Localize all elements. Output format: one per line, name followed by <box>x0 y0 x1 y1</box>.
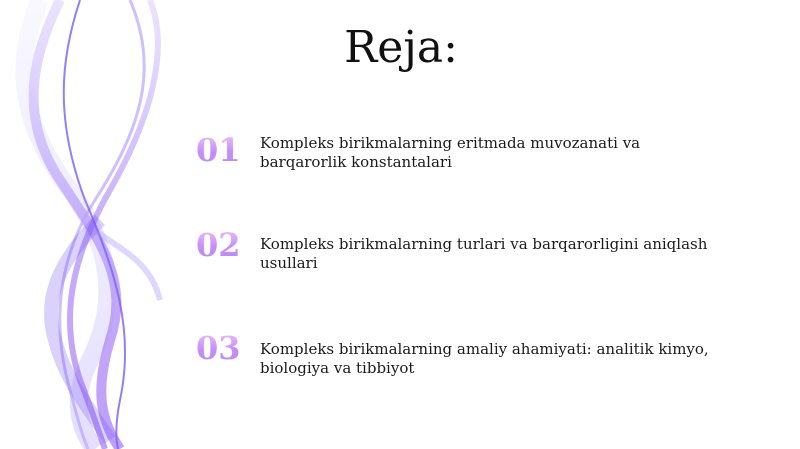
item-text: Kompleks birikmalarning amaliy ahamiyati: analitik kimyo, biologiya va tibbiyot <box>260 340 709 377</box>
item-number: 01 <box>196 132 248 168</box>
agenda-item-2 <box>196 227 756 287</box>
slide-title: Reja: <box>344 22 458 73</box>
agenda-item-3 <box>196 330 756 390</box>
item-number: 02 <box>196 227 248 263</box>
item-text: Kompleks birikmalarning eritmada muvozanati va barqarorlik konstantalari <box>260 134 641 171</box>
item-text: Kompleks birikmalarning turlari va barqarorligini aniqlash usullari <box>260 235 708 272</box>
agenda-item-1 <box>196 132 756 192</box>
item-number: 03 <box>196 330 248 366</box>
